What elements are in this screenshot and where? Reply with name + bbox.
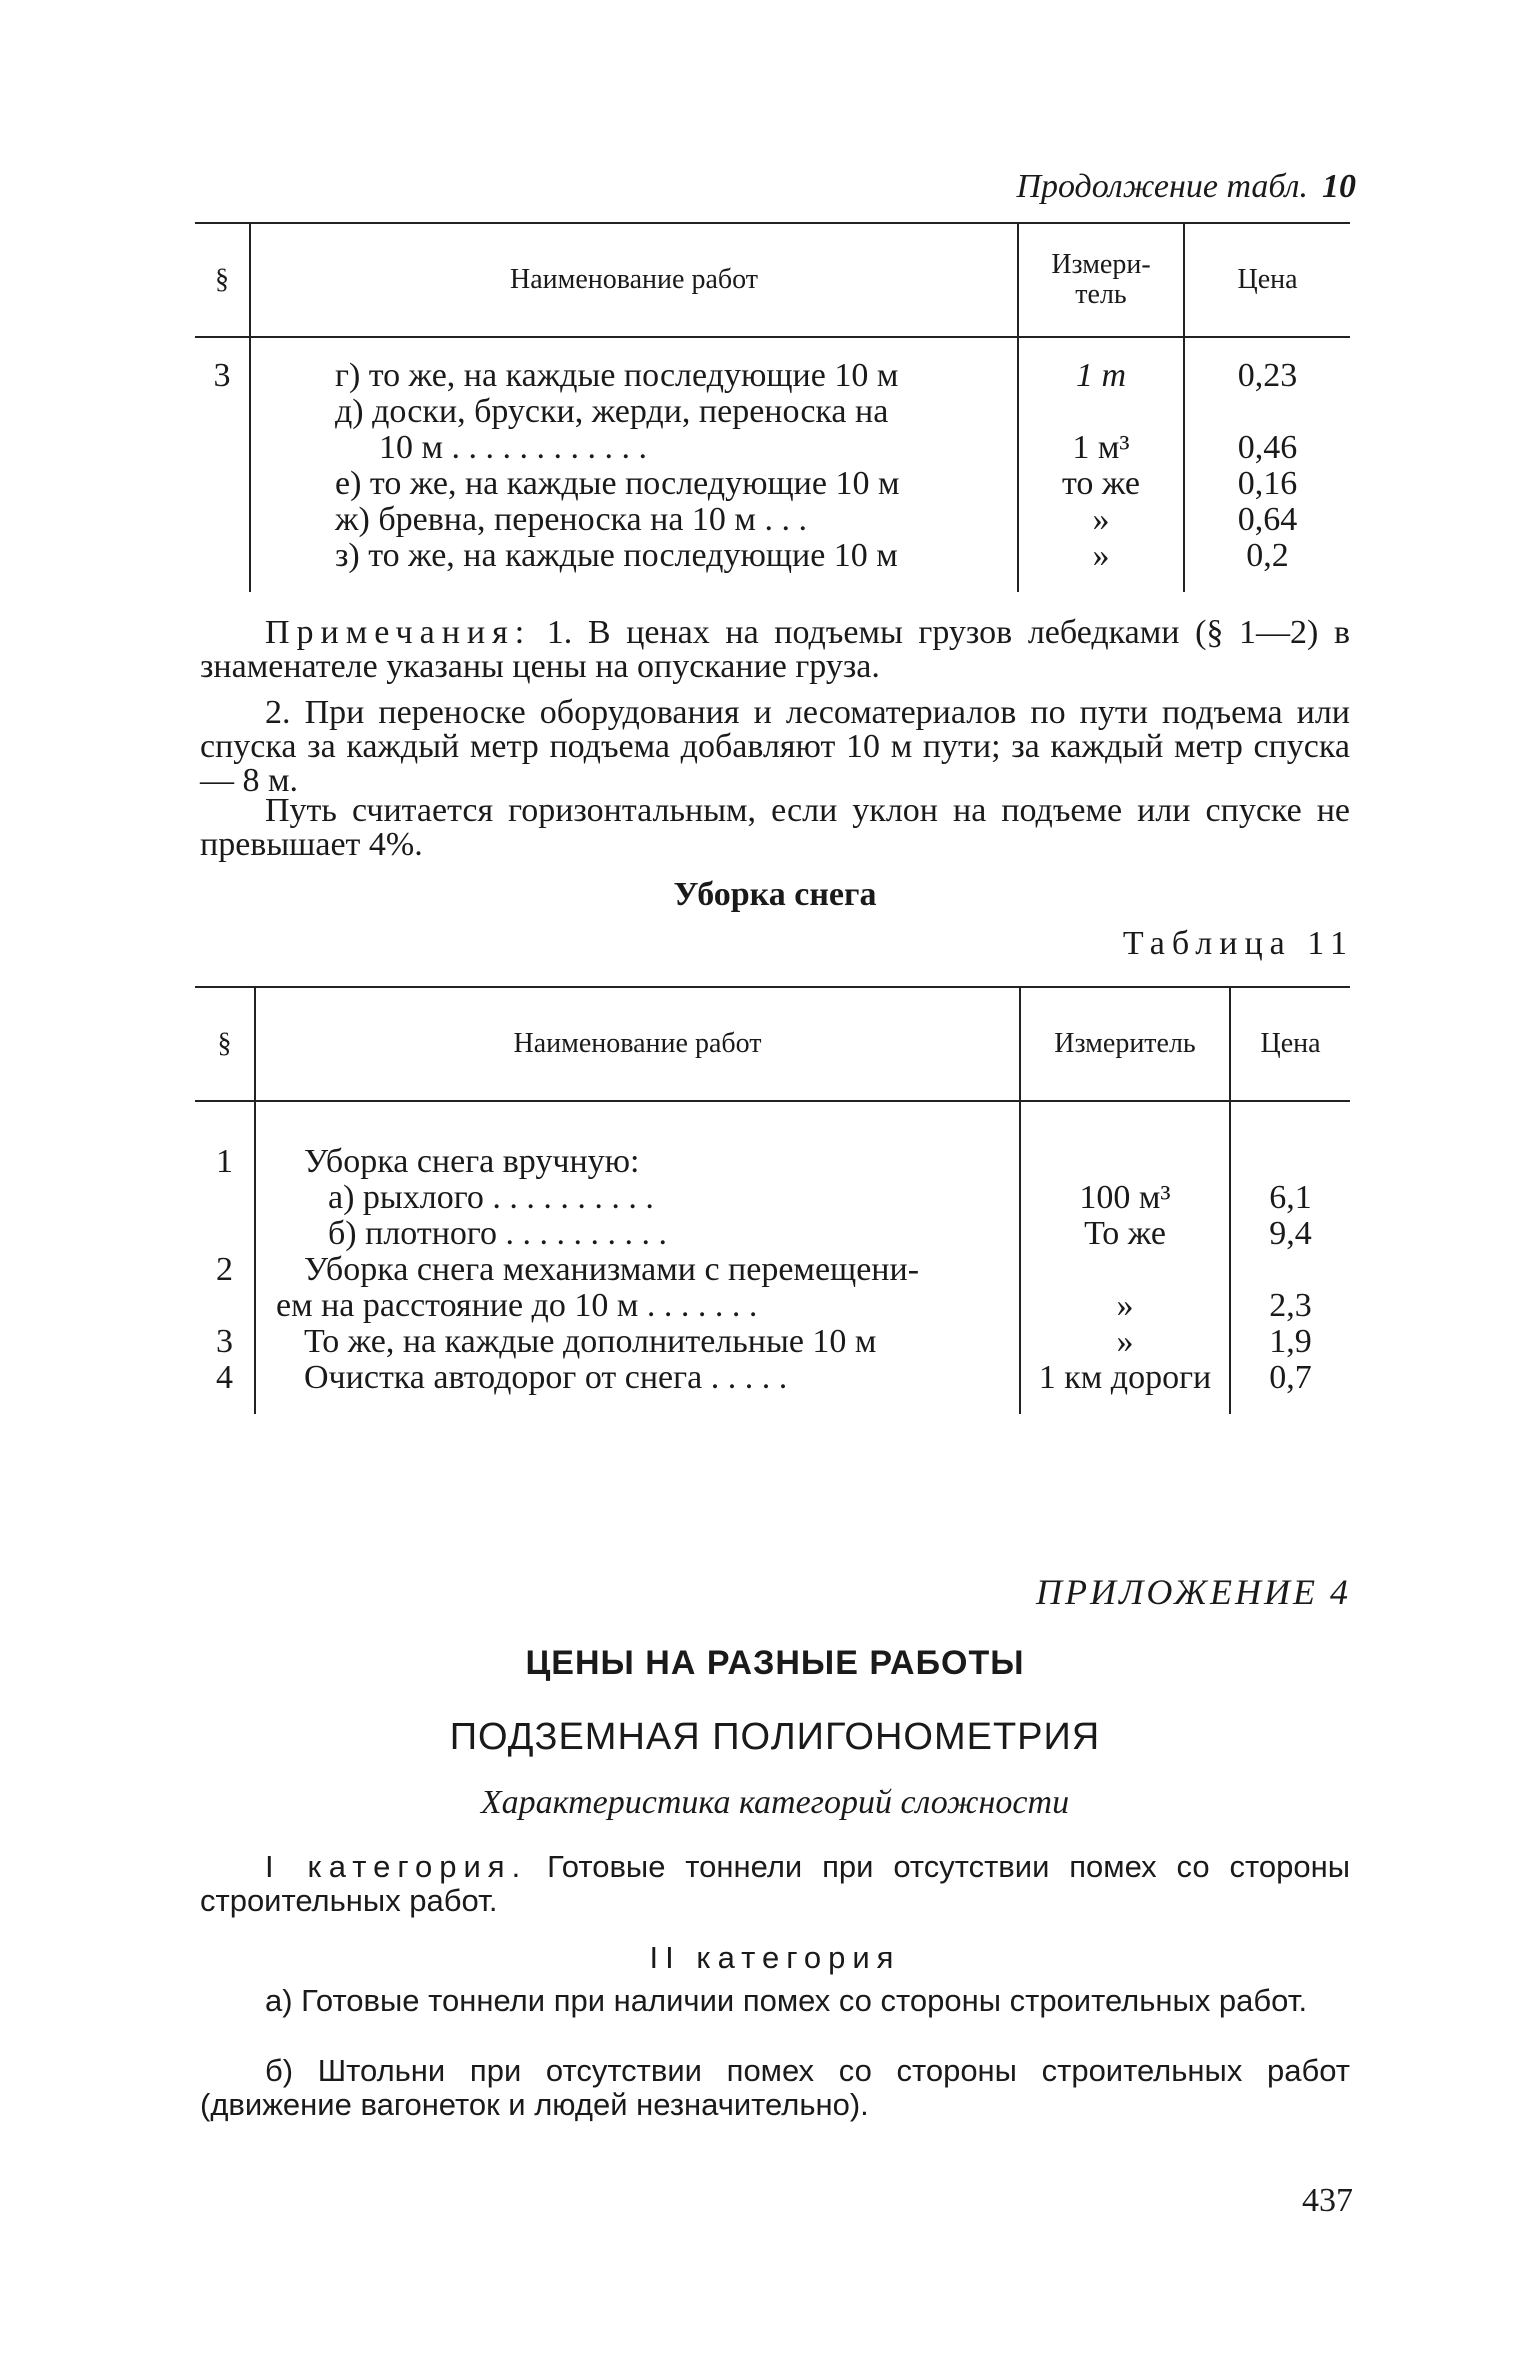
work-names	[255, 1101, 1020, 1414]
table-11-header	[195, 987, 1350, 1101]
work-name: То же, на каждые дополнительные 10 м	[304, 1323, 877, 1360]
unit: То же	[1084, 1215, 1166, 1252]
table-11-label: Таблица 11	[1122, 925, 1354, 962]
work-name: 10 м . . . . . . . . . . . .	[379, 429, 648, 466]
subsection-title: ПОДЗЕМНАЯ ПОЛИГОНОМЕТРИЯ	[449, 1716, 1101, 1758]
prices	[1184, 337, 1350, 592]
work-name: а) рыхлого . . . . . . . . . .	[328, 1179, 654, 1216]
note-1-text: 1. В ценах на подъемы грузов лебедками (§ 1—2) в знаменателе указаны цены на опускание груза.	[200, 614, 1350, 685]
header-name: Наименование работ	[255, 987, 1020, 1101]
work-name: Очистка автодорог от снега . . . . .	[304, 1359, 788, 1396]
unit	[1022, 1144, 1228, 1180]
unit: »	[1116, 1323, 1134, 1360]
section-number: 2	[216, 1251, 233, 1288]
price: 0,23	[1237, 357, 1298, 394]
section-title: ЦЕНЫ НА РАЗНЫЕ РАБОТЫ	[525, 1644, 1025, 1682]
unit: 100 м³	[1079, 1179, 1171, 1216]
appendix-label: ПРИЛОЖЕНИЕ 4	[1036, 1572, 1351, 1612]
continuation-number: 10	[1322, 168, 1356, 205]
price: 1,9	[1269, 1323, 1312, 1360]
price: 0,7	[1269, 1359, 1312, 1396]
work-name: з) то же, на каждые последующие 10 м	[335, 537, 898, 574]
table-11-body	[195, 1101, 1350, 1414]
unit: 1 т	[1075, 357, 1127, 394]
unit: »	[1092, 537, 1110, 574]
work-name: д) доски, бруски, жерди, переноска на	[335, 393, 889, 430]
price: 0,16	[1237, 465, 1298, 502]
table-10-body	[195, 337, 1350, 592]
unit: 1 км дороги	[1038, 1359, 1212, 1396]
unit: 1 м³	[1072, 429, 1130, 466]
table-10-header	[195, 223, 1350, 337]
work-name: е) то же, на каждые последующие 10 м	[335, 465, 900, 502]
section-number	[196, 1288, 253, 1324]
price	[1186, 394, 1349, 430]
subsection-subtitle: Характеристика категорий сложности	[480, 1784, 1070, 1821]
note-1	[200, 616, 1350, 684]
price: 6,1	[1269, 1179, 1312, 1216]
price: 0,46	[1237, 429, 1298, 466]
page-number: 437	[1302, 2182, 1353, 2219]
category-1	[200, 1850, 1350, 1918]
table-10	[195, 222, 1350, 592]
section-number	[196, 1180, 253, 1216]
section-number: 1	[216, 1143, 233, 1180]
header-price: Цена	[1230, 987, 1350, 1101]
section-number	[196, 1216, 253, 1252]
category-1-text: Готовые тоннели при отсутствии помех со стороны строительных работ.	[200, 1849, 1350, 1918]
table-continuation-caption	[1016, 168, 1356, 206]
prices	[1230, 1101, 1350, 1414]
price	[1232, 1144, 1349, 1180]
work-name: б) плотного . . . . . . . . . .	[328, 1215, 667, 1252]
work-name: Уборка снега вручную:	[304, 1143, 640, 1180]
price: 0,2	[1246, 537, 1289, 574]
unit	[1020, 394, 1182, 430]
price	[1232, 1252, 1349, 1288]
unit: то же	[1061, 465, 1141, 502]
continuation-text: Продолжение табл.	[1016, 168, 1308, 205]
note-3: Путь считается горизонтальным, если уклон на подъеме или спуске не превышает 4%.	[200, 792, 1350, 863]
category-2-b: б) Штольни при отсутствии помех со стороны строительных работ (движение вагонеток и людей незначительно).	[200, 2053, 1350, 2122]
header-section: §	[195, 223, 250, 337]
section-number: 3	[216, 1323, 233, 1360]
price: 2,3	[1269, 1287, 1312, 1324]
header-name: Наименование работ	[250, 223, 1018, 337]
work-name: ем на расстояние до 10 м . . . . . . .	[276, 1287, 758, 1324]
work-name: Уборка снега механизмами с перемещени-	[304, 1251, 920, 1288]
category-1-label: I категория.	[265, 1849, 528, 1884]
header-price: Цена	[1184, 223, 1350, 337]
price: 0,64	[1237, 501, 1298, 538]
work-name: г) то же, на каждые последующие 10 м	[335, 357, 899, 394]
unit	[1022, 1252, 1228, 1288]
units	[1018, 337, 1184, 592]
work-names	[250, 337, 1018, 592]
section-number: 4	[216, 1359, 233, 1396]
note-2: 2. При переноске оборудования и лесоматериалов по пути подъема или спуска за каждый метр подъема добавляют 10 м пути; за каждый метр спуска — 8 м.	[200, 694, 1350, 799]
price: 9,4	[1269, 1215, 1312, 1252]
category-2-a: а) Готовые тоннели при наличии помех со стороны строительных работ.	[265, 1983, 1308, 2018]
units	[1020, 1101, 1230, 1414]
unit: »	[1092, 501, 1110, 538]
notes-label: Примечания:	[265, 614, 532, 651]
header-section: §	[195, 987, 255, 1101]
section-numbers	[195, 1101, 255, 1414]
snow-section-title: Уборка снега	[673, 876, 877, 913]
header-unit: Измери- тель	[1018, 223, 1184, 337]
work-name: ж) бревна, переноска на 10 м . . .	[335, 501, 807, 538]
category-2-label: II категория	[649, 1940, 901, 1975]
header-unit: Измеритель	[1020, 987, 1230, 1101]
unit: »	[1116, 1287, 1134, 1324]
table-11	[195, 986, 1350, 1414]
section-number: 3	[213, 357, 231, 394]
